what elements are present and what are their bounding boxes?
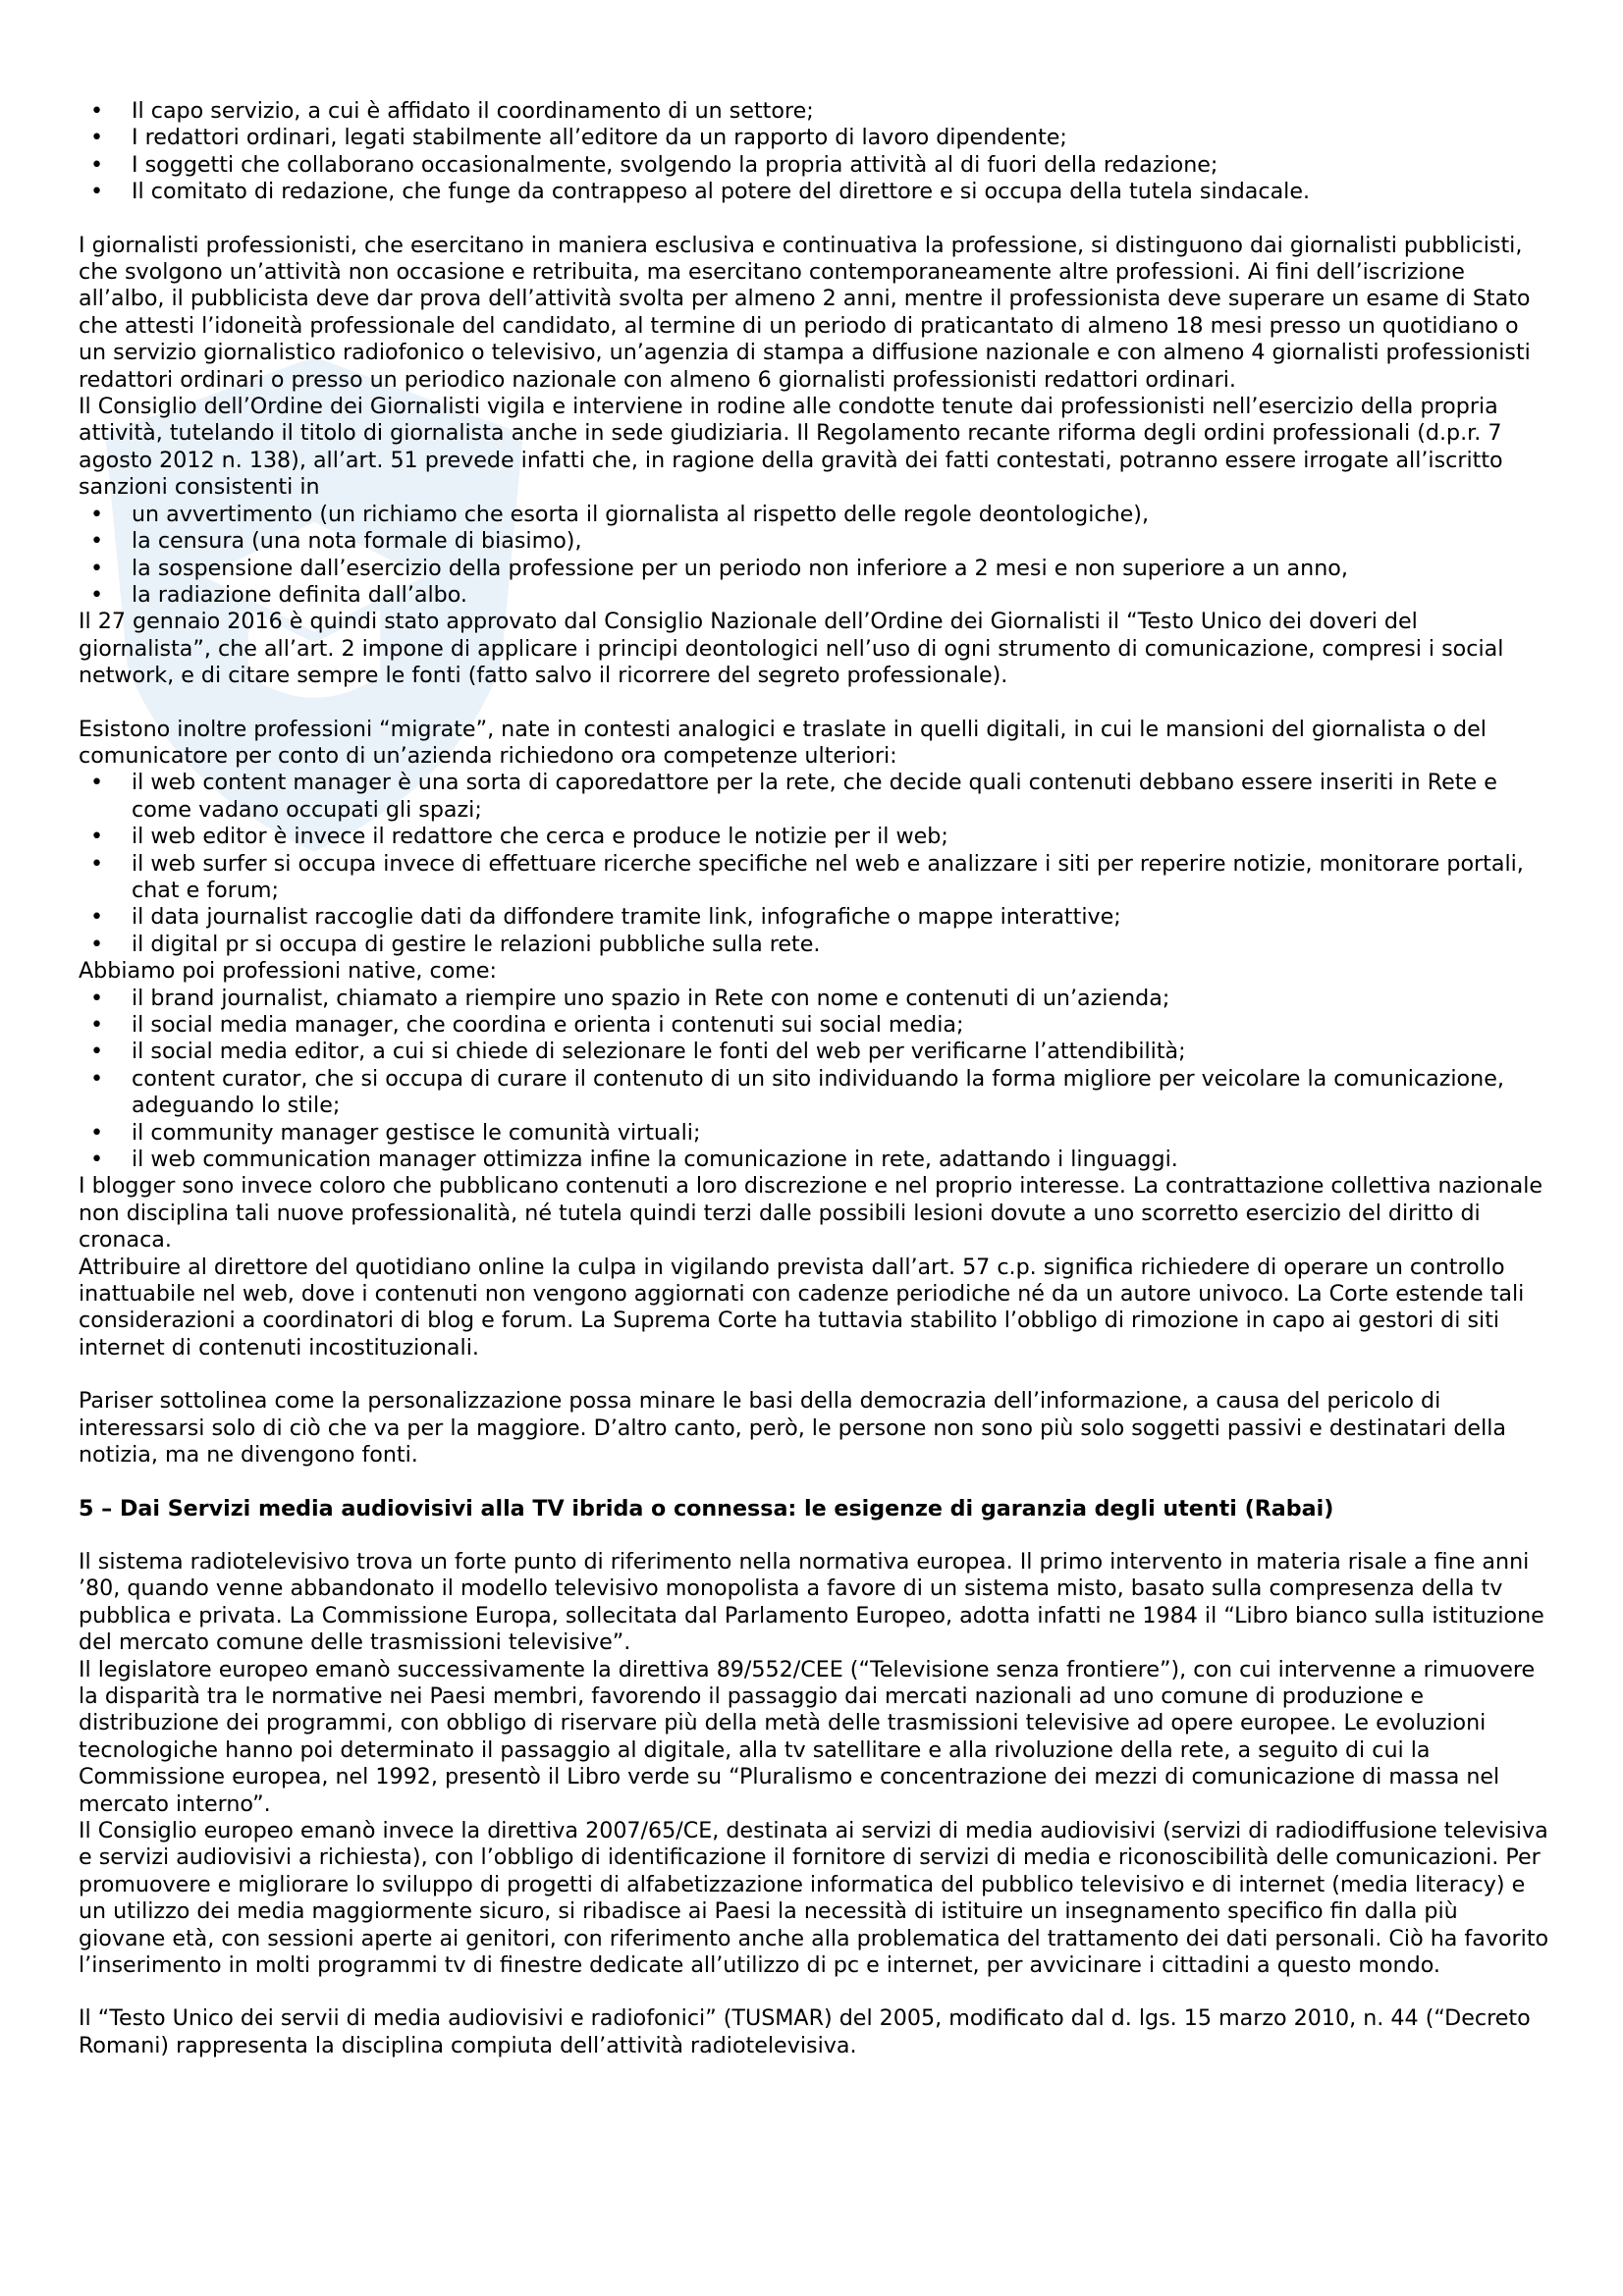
list-item: • il brand journalist, chiamato a riempire uno spazio in Rete con nome e contenuti di un’azienda; bbox=[132, 986, 1551, 1012]
paragraph-legislatore: Il legislatore europeo emanò successivamente la direttiva 89/552/CEE (“Televisione senza frontiere”), con cui intervenne a rimuovere la disparità tra le normative nei Paesi membri, favorendo il passaggio dai mercati nazionali ad uno comune di produzione e distribuzione dei programmi, con obbligo di riservare più della metà delle trasmissioni televisive ad opere europee. Le evoluzioni tecnologiche hanno poi determinato il passaggio al digitale, alla tv satellitare e alla rivoluzione della rete, a seguito di cui la Commissione europea, nel 1992, presentò il Libro verde su “Pluralismo e concentrazione dei mezzi di comunicazione di massa nel mercato interno”. bbox=[79, 1656, 1536, 1817]
list-item: • la sospensione dall’esercizio della professione per un periodo non inferiore a 2 mesi e non superiore a un anno, bbox=[132, 556, 1551, 582]
spacer bbox=[79, 1362, 1551, 1388]
list-item: • Il comitato di redazione, che funge da contrappeso al potere del direttore e si occupa della tutela sindacale. bbox=[132, 179, 1551, 205]
paragraph-pariser: Pariser sottolinea come la personalizzazione possa minare le basi della democrazia dell’informazione, a causa del pericolo di interessarsi solo di ciò che va per la maggiore. D’altro canto, però, le persone non sono più solo soggetti passivi e destinatari della notizia, ma ne divengono fonti. bbox=[79, 1388, 1506, 1468]
list-item: • I soggetti che collaborano occasionalmente, svolgendo la propria attività al di fuori della redazione; bbox=[132, 152, 1551, 179]
native-professions-list bbox=[79, 986, 1551, 1174]
paragraph-blogger: I blogger sono invece coloro che pubblicano contenuti a loro discrezione e nel proprio interesse. La contrattazione collettiva nazionale non disciplina tali nuove professionalità, né tutela quindi terzi dalle possibili lesioni dovute a uno scorretto esercizio del diritto di cronaca. bbox=[79, 1173, 1543, 1254]
sanctions-list bbox=[79, 502, 1551, 610]
list-item: • un avvertimento (un richiamo che esorta il giornalista al rispetto delle regole deontologiche), bbox=[132, 502, 1551, 528]
spacer bbox=[79, 1522, 1551, 1549]
list-item: • I redattori ordinari, legati stabilmente all’editore da un rapporto di lavoro dipendente; bbox=[132, 125, 1551, 151]
list-item: • il digital pr si occupa di gestire le relazioni pubbliche sulla rete. bbox=[132, 932, 1551, 958]
section-heading: 5 – Dai Servizi media audiovisivi alla TV ibrida o connessa: le esigenze di garanzia degli utenti (Rabai) bbox=[79, 1495, 1334, 1522]
list-item: • il web editor è invece il redattore che cerca e produce le notizie per il web; bbox=[132, 824, 1551, 850]
list-item: • il data journalist raccoglie dati da diffondere tramite link, infografiche o mappe interattive; bbox=[132, 904, 1551, 931]
paragraph-consiglio: Il Consiglio dell’Ordine dei Giornalisti vigila e interviene in rodine alle condotte tenute dai professionisti nell’esercizio della propria attività, tutelando il titolo di giornalista anche in sede giudiziaria. Il Regolamento recante riforma degli ordini professionali (d.p.r. 7 agosto 2012 n. 138), all’art. 51 prevede infatti che, in ragione della gravità dei fatti contestati, potranno essere irrogate all’iscritto sanzioni consistenti in bbox=[79, 394, 1503, 501]
list-item: • il web surfer si occupa invece di effettuare ricerche specifiche nel web e analizzare i siti per reperire notizie, monitorare portali, chat e forum; bbox=[132, 851, 1551, 905]
roles-list bbox=[79, 98, 1551, 206]
paragraph-native: Abbiamo poi professioni native, come: bbox=[79, 958, 498, 985]
spacer bbox=[79, 206, 1551, 233]
list-item: • il web communication manager ottimizza infine la comunicazione in rete, adattando i linguaggi. bbox=[132, 1147, 1551, 1173]
list-item: • il community manager gestisce le comunità virtuali; bbox=[132, 1120, 1551, 1147]
list-item: • il web content manager è una sorta di caporedattore per la rete, che decide quali contenuti debbano essere inseriti in Rete e come vadano occupati gli spazi; bbox=[132, 770, 1551, 824]
migrated-professions-list bbox=[79, 770, 1551, 958]
document-page bbox=[79, 98, 1551, 2059]
paragraph-sistema: Il sistema radiotelevisivo trova un forte punto di riferimento nella normativa europea. Il primo intervento in materia risale a fine anni ’80, quando venne abbandonato il modello televisivo monopolista a favore di un sistema misto, basato sulla compresenza della tv pubblica e privata. La Commissione Europa, sollecitata dal Parlamento Europeo, adotta infatti ne 1984 il “Libro bianco sulla istituzione del mercato comune delle trasmissioni televisive”. bbox=[79, 1548, 1544, 1656]
list-item: • il social media manager, che coordina e orienta i contenuti sui social media; bbox=[132, 1012, 1551, 1039]
paragraph-tusmar: Il “Testo Unico dei servii di media audiovisivi e radiofonici” (TUSMAR) del 2005, modificato dal d. lgs. 15 marzo 2010, n. 44 (“Decreto Romani) rappresenta la disciplina compiuta dell’attività radiotelevisiva. bbox=[79, 2005, 1531, 2058]
list-item: • il social media editor, a cui si chiede di selezionare le fonti del web per verificarne l’attendibilità; bbox=[132, 1039, 1551, 1065]
paragraph-direttiva: Il Consiglio europeo emanò invece la direttiva 2007/65/CE, destinata ai servizi di media audiovisivi (servizi di radiodiffusione televisiva e servizi audiovisivi a richiesta), con l’obbligo di identificazione il fornitore di servizi di media e riconoscibilità delle comunicazioni. Per promuovere e migliorare lo sviluppo di progetti di alfabetizzazione informatica del pubblico televisivo e di internet (media literacy) e un utilizzo dei media maggiormente sicuro, si ribadisce ai Paesi la necessità di istituire un insegnamento specifico fin dalla più giovane età, con sessioni aperte ai genitori, con riferimento anche alla problematica del trattamento dei dati personali. Ciò ha favorito l’inserimento in molti programmi tv di finestre dedicate all’utilizzo di pc e internet, per avvicinare i cittadini a questo mondo. bbox=[79, 1817, 1549, 1978]
paragraph-direttore: Attribuire al direttore del quotidiano online la culpa in vigilando prevista dall’art. 57 c.p. significa richiedere di operare un controllo inattuabile nel web, dove i contenuti non vengono aggiornati con cadenze periodiche né da un autore univoco. La Corte estende tali considerazioni a coordinatori di blog e forum. La Suprema Corte ha tuttavia stabilito l’obbligo di rimozione in capo ai gestori di siti internet di contenuti incostituzionali. bbox=[79, 1254, 1525, 1361]
paragraph-migrate: Esistono inoltre professioni “migrate”, nate in contesti analogici e traslate in quelli digitali, in cui le mansioni del giornalista o del comunicatore per conto di un’azienda richiedono ora competenze ulteriori: bbox=[79, 716, 1487, 769]
spacer bbox=[79, 1979, 1551, 2005]
spacer bbox=[79, 1469, 1551, 1496]
list-item: • content curator, che si occupa di curare il contenuto di un sito individuando la forma migliore per veicolare la comunicazione, adeguando lo stile; bbox=[132, 1066, 1551, 1120]
paragraph-testo-unico: Il 27 gennaio 2016 è quindi stato approvato dal Consiglio Nazionale dell’Ordine dei Giornalisti il “Testo Unico dei doveri del giornalista”, che all’art. 2 impone di applicare i principi deontologici nell’uso di ogni strumento di comunicazione, compresi i social network, e di citare sempre le fonti (fatto salvo il ricorrere del segreto professionale). bbox=[79, 609, 1504, 689]
spacer bbox=[79, 690, 1551, 717]
list-item: • la censura (una nota formale di biasimo), bbox=[132, 528, 1551, 555]
list-item: • la radiazione definita dall’albo. bbox=[132, 582, 1551, 609]
list-item: • Il capo servizio, a cui è affidato il coordinamento di un settore; bbox=[132, 98, 1551, 125]
paragraph-professionisti: I giornalisti professionisti, che esercitano in maniera esclusiva e continuativa la professione, si distinguono dai giornalisti pubblicisti, che svolgono un’attività non occasione e retribuita, ma esercitano contemporaneamente altre professioni. Ai fini dell’iscrizione all’albo, il pubblicista deve dar prova dell’attività svolta per almeno 2 anni, mentre il professionista deve superare un esame di Stato che attesti l’idoneità professionale del candidato, al termine di un periodo di praticantato di almeno 18 mesi presso un quotidiano o un servizio giornalistico radiofonico o televisivo, un’agenzia di stampa a diffusione nazionale e con almeno 4 giornalisti professionisti redattori ordinari o presso un periodico nazionale con almeno 6 giornalisti professionisti redattori ordinari. bbox=[79, 232, 1531, 393]
